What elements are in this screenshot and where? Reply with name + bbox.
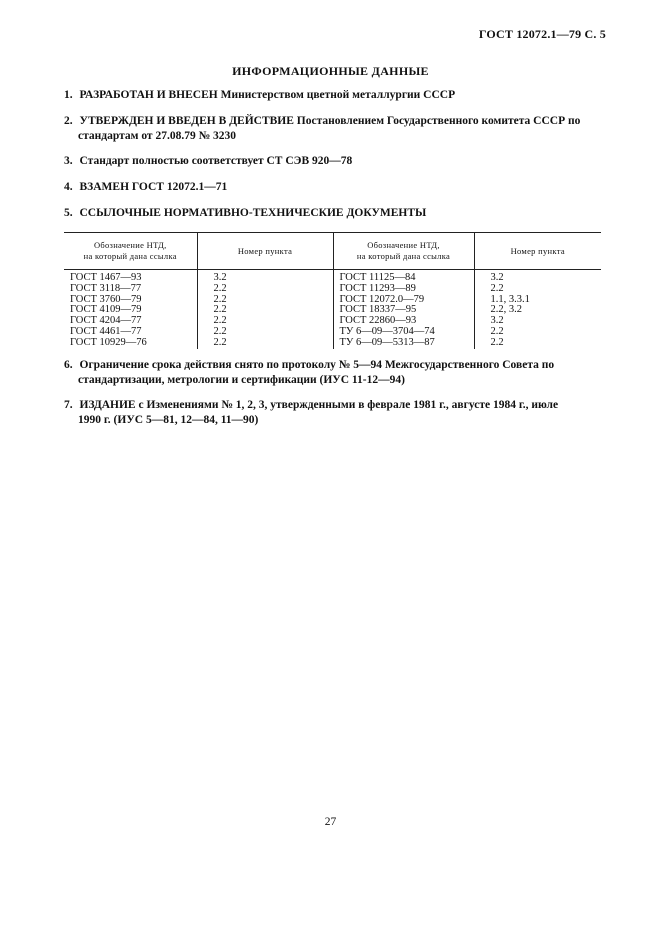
cell-punkt: 3.2 [197,270,333,284]
table-row [64,338,601,349]
cell-doc: ГОСТ 3760—79 [70,293,142,305]
table-row [64,270,601,284]
table-row [64,284,601,295]
column-header-doc-line1: Обозначение НТД, [367,240,440,250]
item-lead: РАЗРАБОТАН И ВНЕСЕН [79,89,218,101]
column-header-doc [64,233,197,270]
item-text: с Изменениями № 1, 2, 3, утвержденными в феврале 1981 г., августе 1984 г., июле [138,399,559,411]
page-number: 27 [324,816,337,828]
running-header: ГОСТ 12072.1—79 С. 5 [478,27,606,41]
cell-doc: ГОСТ 10929—76 [70,336,147,348]
cell-punkt: 2.2 [197,316,333,327]
info-item-5 [64,206,601,221]
cell-punkt: 1.1, 3.3.1 [474,295,601,306]
cell-doc: ТУ 6—09—3704—74 [333,327,474,338]
item-lead: УТВЕРЖДЕН И ВВЕДЕН В ДЕЙСТВИЕ [79,115,294,127]
info-item-1 [64,88,601,103]
table-row [64,305,601,316]
column-header-doc-line2: на который дана ссылка [83,251,177,261]
item-text: ВЗАМЕН ГОСТ 12072.1—71 [79,181,228,193]
cell-punkt: 2.2 [474,284,601,295]
cell-doc: ГОСТ 4204—77 [70,315,142,327]
item-number: 6. [64,359,73,371]
item-text: Министерством цветной металлургии СССР [220,89,456,101]
item-text-continued: стандартизации, метрологии и сертификации (ИУС 11-12—94) [78,374,405,386]
cell-doc: ГОСТ 12072.0—79 [333,295,474,306]
item-lead: ИЗДАНИЕ [79,399,136,411]
info-item-3 [64,154,601,169]
item-text: Ограничение срока действия снято по протоколу № 5—94 Межгосударственного Совета по [79,359,555,371]
table-row [64,316,601,327]
item-text-continued: 1990 г. (ИУС 5—81, 12—84, 11—90) [78,414,259,426]
cell-punkt: 2.2 [197,284,333,295]
cell-punkt: 2.2, 3.2 [474,305,601,316]
cell-punkt: 2.2 [474,327,601,338]
cell-doc: ТУ 6—09—5313—87 [333,338,474,349]
column-header-punkt: Номер пункта [197,233,333,270]
cell-punkt: 2.2 [474,338,601,349]
info-item-7 [64,398,601,428]
cell-punkt: 3.2 [474,316,601,327]
info-item-2 [64,114,601,144]
item-number: 4. [64,181,73,193]
column-header-doc-line1: Обозначение НТД, [93,240,167,250]
cell-doc: ГОСТ 11293—89 [333,284,474,295]
item-number: 7. [64,399,73,411]
item-text: Стандарт полностью соответствует СТ СЭВ 920—78 [79,155,353,167]
item-number: 1. [64,89,73,101]
cell-punkt: 2.2 [197,305,333,316]
item-text: ССЫЛОЧНЫЕ НОРМАТИВНО-ТЕХНИЧЕСКИЕ ДОКУМЕНТЫ [79,207,427,219]
info-item-6 [64,358,601,388]
section-title: ИНФОРМАЦИОННЫЕ ДАННЫЕ [232,64,429,78]
cell-doc: ГОСТ 3118—77 [70,282,142,294]
cell-doc: ГОСТ 11125—84 [333,270,474,284]
item-number: 5. [64,207,73,219]
item-number: 2. [64,115,73,127]
table-header-row [64,233,601,270]
cell-doc: ГОСТ 4461—77 [70,325,142,337]
column-header-punkt: Номер пункта [474,233,601,270]
cell-doc: ГОСТ 1467—93 [70,272,142,283]
item-number: 3. [64,155,73,167]
cell-doc: ГОСТ 4109—79 [70,304,142,316]
item-text: Постановлением Государственного комитета СССР по [296,115,581,127]
cell-punkt: 2.2 [197,295,333,306]
column-header-doc [333,233,474,270]
cell-punkt: 2.2 [197,327,333,338]
cell-punkt: 2.2 [197,338,333,349]
info-item-4 [64,180,601,195]
cell-doc: ГОСТ 22860—93 [333,316,474,327]
item-text-continued: стандартам от 27.08.79 № 3230 [78,130,237,142]
references-table [64,232,601,349]
cell-doc: ГОСТ 18337—95 [333,305,474,316]
cell-punkt: 3.2 [474,270,601,284]
column-header-doc-line2: на который дана ссылка [356,251,451,261]
